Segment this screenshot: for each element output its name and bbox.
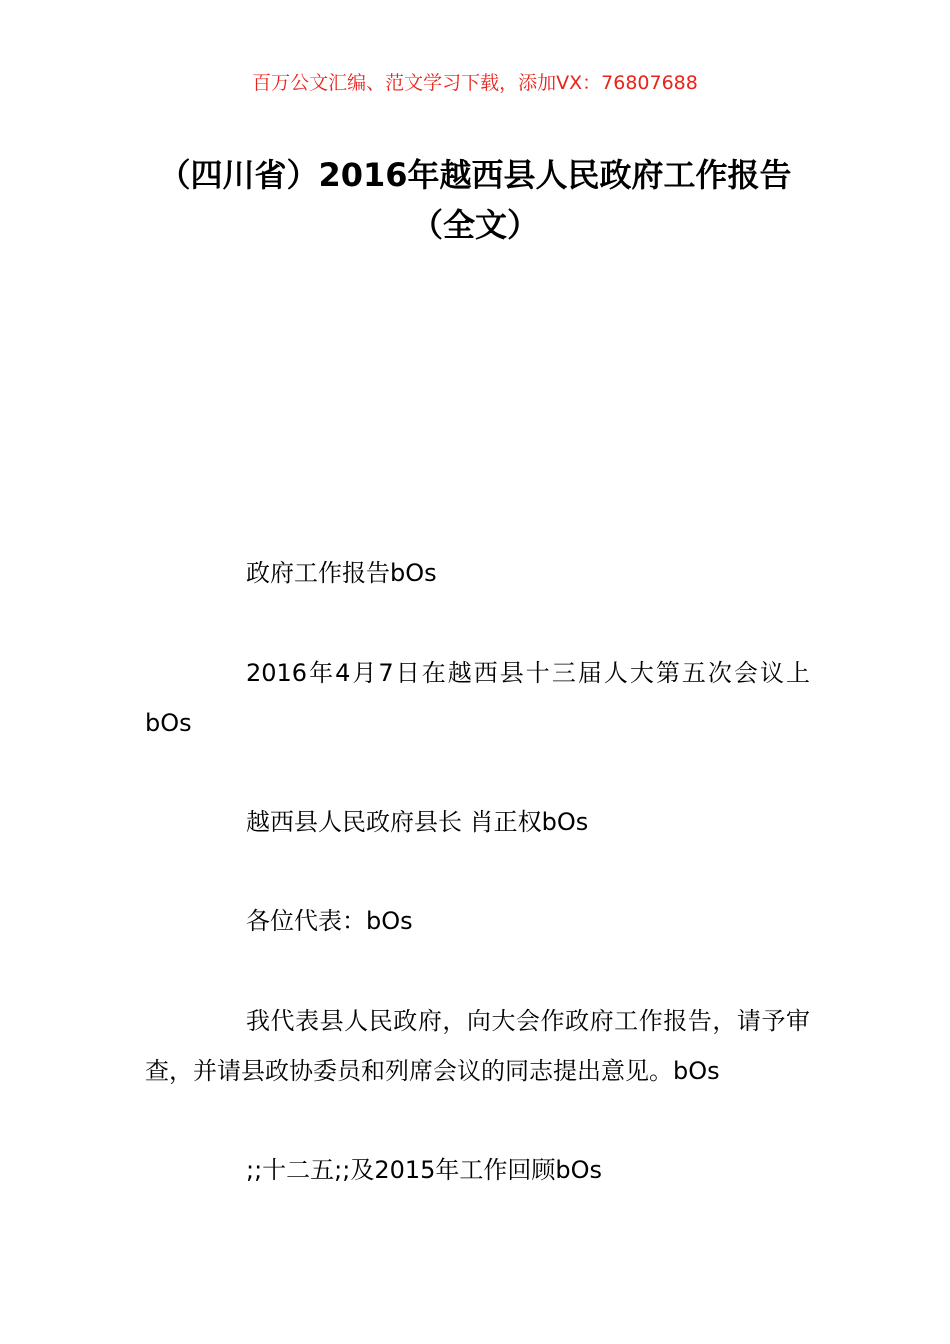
paragraph-meeting-date: 2016年4月7日在越西县十三届人大第五次会议上bOs <box>145 659 810 737</box>
paragraph-speaker: 越西县人民政府县长 肖正权bOs <box>246 808 589 836</box>
document-title: （四川省）2016年越西县人民政府工作报告（全文） <box>158 156 792 244</box>
paragraph-intro: 我代表县人民政府，向大会作政府工作报告，请予审查，并请县政协委员和列席会议的同志提出意见。bOs <box>145 1007 810 1085</box>
paragraph-section-heading: ;;十二五;;及2015年工作回顾bOs <box>246 1156 603 1184</box>
paragraph-report-label: 政府工作报告bOs <box>246 559 437 587</box>
promo-header-note: 百万公文汇编、范文学习下载，添加VX：76807688 <box>252 72 698 94</box>
paragraph-salutation: 各位代表：bOs <box>246 907 413 935</box>
